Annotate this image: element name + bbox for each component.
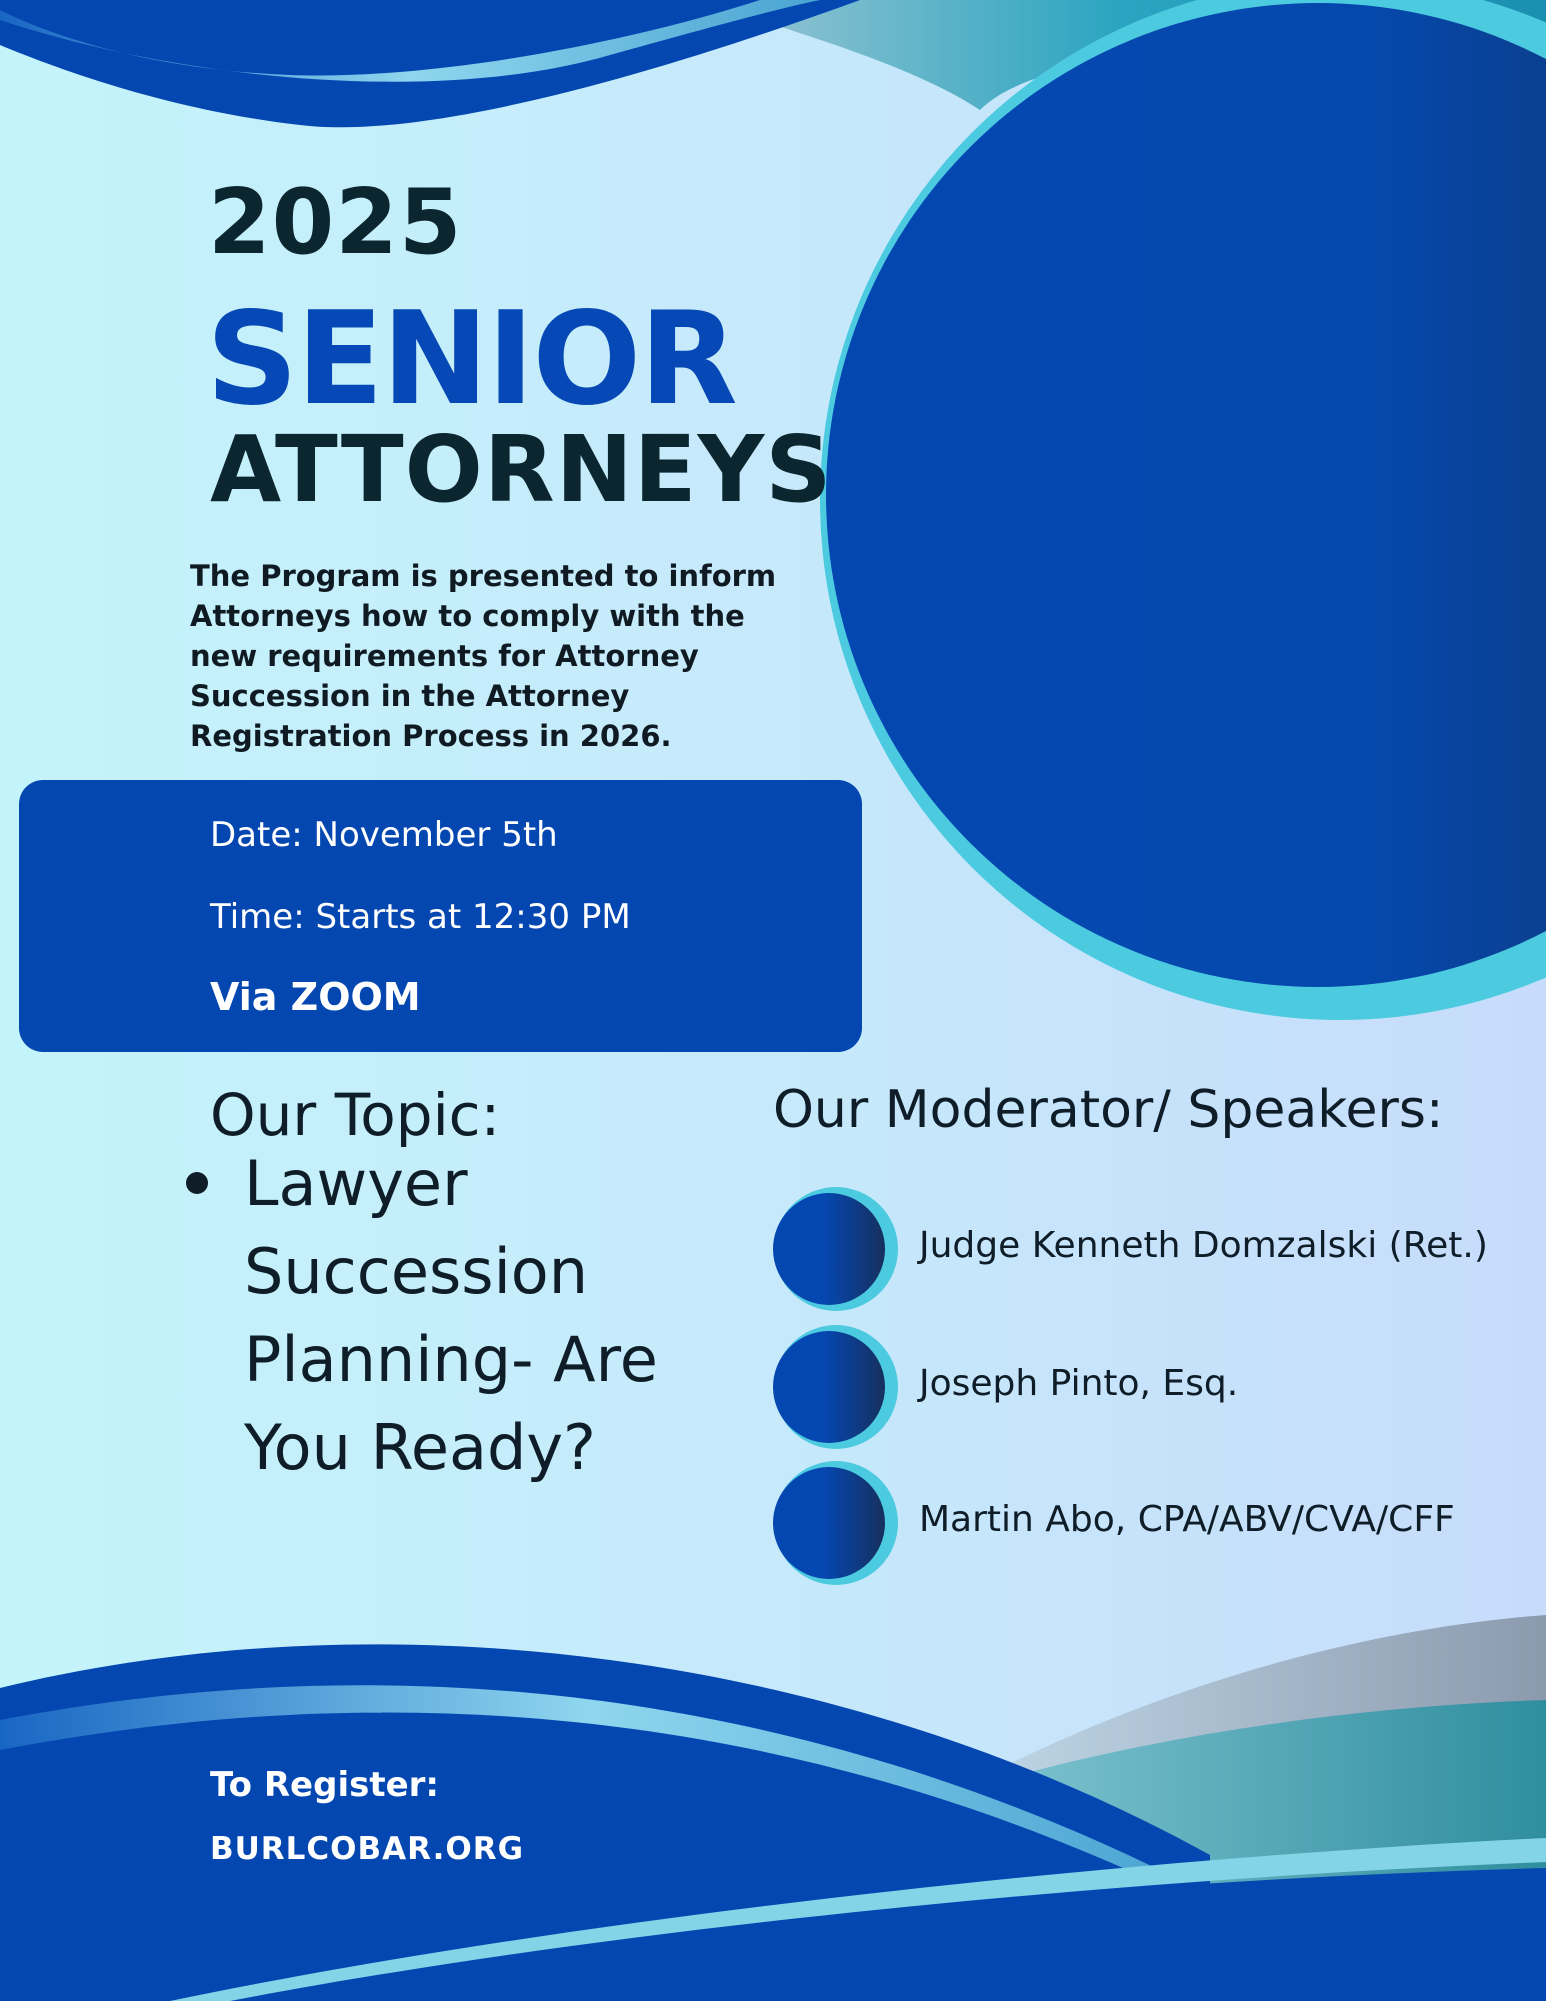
speaker-name: Joseph Pinto, Esq. <box>919 1363 1239 1404</box>
hero-circle <box>826 3 1546 987</box>
speakers-heading: Our Moderator/ Speakers: <box>773 1080 1444 1140</box>
title-line-senior: SENIOR <box>206 285 736 434</box>
speaker-name: Judge Kenneth Domzalski (Ret.) <box>919 1225 1488 1266</box>
event-date: Date: November 5th <box>210 815 558 855</box>
speaker-icon-3 <box>773 1461 898 1585</box>
speaker-name: Martin Abo, CPA/ABV/CVA/CFF <box>919 1499 1455 1540</box>
topic-item: Lawyer Succession Planning- Are You Ready? <box>244 1147 658 1484</box>
speaker-icon-1 <box>773 1187 898 1311</box>
program-description: The Program is presented to inform Attorneys how to comply with the new requirements for Attorney Succession in the Attorney Registration Process in 2026. <box>190 559 777 753</box>
register-link[interactable]: BURLCOBAR.ORG <box>210 1831 525 1867</box>
event-venue: Via ZOOM <box>210 975 421 1019</box>
register-label: To Register: <box>210 1765 440 1805</box>
topic-heading: Our Topic: <box>210 1081 501 1149</box>
bullet-icon <box>186 1172 208 1194</box>
event-time: Time: Starts at 12:30 PM <box>210 897 631 937</box>
title-line-attorneys: ATTORNEYS <box>210 416 833 523</box>
speaker-icon-2 <box>773 1325 898 1449</box>
event-year: 2025 <box>208 170 463 275</box>
